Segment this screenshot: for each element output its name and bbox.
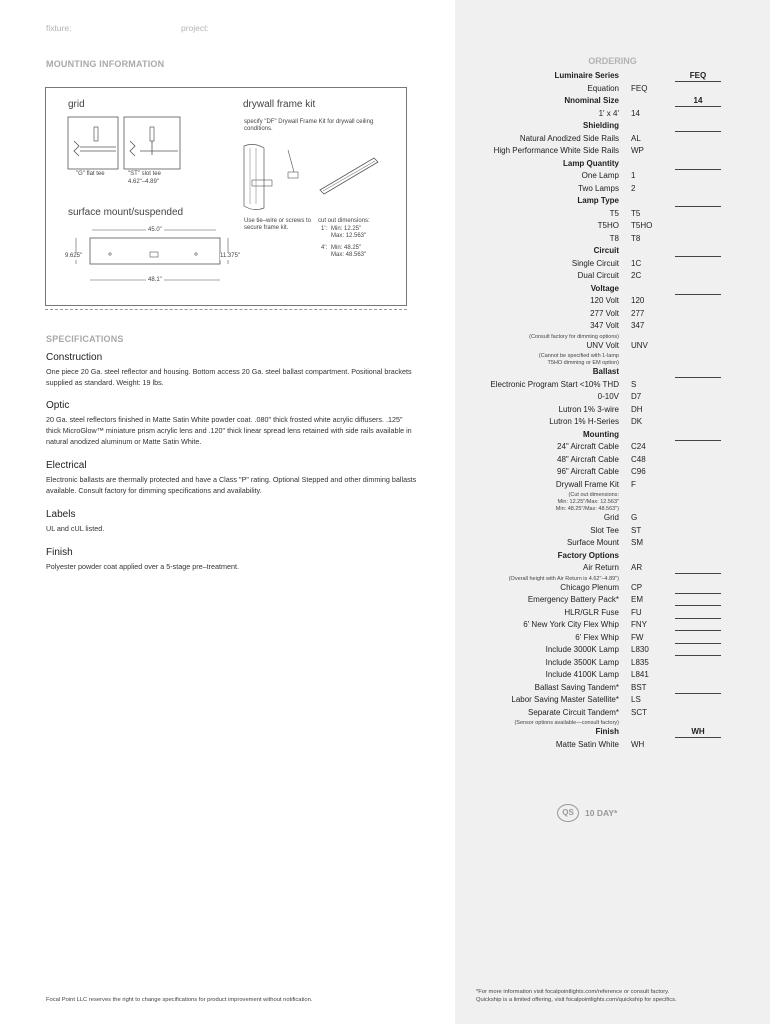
ordering-label: Labor Saving Master Satellite* (511, 695, 619, 704)
ordering-code: DH (631, 404, 643, 414)
ordering-option (455, 109, 770, 122)
ordering-entry-line (675, 655, 721, 656)
ordering-label: T5HO dimming or EM option) (547, 360, 619, 366)
ordering-code: S (631, 379, 637, 389)
ordering-label: Grid (603, 513, 619, 522)
ordering-option (455, 296, 770, 309)
ordering-label: (Cut out dimensions: (568, 492, 619, 498)
ordering-label: Electronic Program Start <10% THD (490, 379, 619, 389)
cut1-label: 1': (321, 226, 328, 232)
ordering-code: C24 (631, 442, 646, 451)
ordering-code: WP (631, 146, 644, 155)
ordering-code: SCT (631, 707, 647, 717)
ordering-code: CP (631, 582, 643, 592)
ordering-code: AL (631, 133, 641, 143)
spec-text: 20 Ga. steel reflectors finished in Matte Satin White powder coat. .080" thick frosted white acrylic diffusers. .125" thick MicroGlow™ miniature prism acrylic lens and .120" thick linear spread lens retained with side rails available in natural anodized aluminum or Matte Satin White. (46, 415, 412, 446)
ordering-option (455, 538, 770, 551)
ordering-note (455, 576, 770, 583)
st-range-label: 4.62"–4.89" (128, 179, 159, 185)
ordering-label: Mounting (583, 429, 619, 439)
ordering-code: WH (631, 739, 645, 749)
ordering-option (455, 84, 770, 97)
ordering-option (455, 645, 770, 658)
ordering-option (455, 513, 770, 526)
ordering-option (455, 309, 770, 322)
ordering-option (455, 341, 770, 354)
ordering-code: AR (631, 563, 643, 572)
ordering-entry-line (675, 256, 721, 257)
specifications-title: SPECIFICATIONS (46, 334, 124, 344)
ordering-entry-line (675, 169, 721, 170)
spec-heading: Labels (46, 509, 76, 520)
ordering-label: (Cannot be specified with 1-lamp (538, 353, 619, 359)
ordering-code: 347 (631, 321, 645, 330)
ordering-option (455, 563, 770, 576)
ordering-label: Lutron 1% H-Series (549, 417, 619, 426)
ordering-option (455, 259, 770, 272)
ordering-label: Lutron 1% 3-wire (558, 404, 619, 414)
ordering-title: ORDERING (588, 56, 637, 66)
ordering-section-header (455, 196, 770, 209)
ordering-section-header (455, 159, 770, 172)
ordering-section-header (455, 367, 770, 380)
ordering-selection: WH (691, 727, 705, 736)
ordering-label: 120 Volt (590, 296, 619, 305)
cut1-min: Min: 12.25" (331, 226, 362, 232)
ordering-label: Single Circuit (571, 258, 619, 268)
ordering-code: T8 (631, 233, 641, 243)
ordering-code: 120 (631, 296, 645, 305)
ordering-section-header (455, 284, 770, 297)
ordering-label: Drywall Frame Kit (555, 479, 619, 489)
ordering-option (455, 134, 770, 147)
ordering-label: Shielding (583, 121, 619, 130)
footer-disclaimer: Focal Point LLC reserves the right to change specifications for product improvement without notification. (46, 997, 313, 1003)
st-slot-tee-label: "ST" slot tee (128, 171, 161, 177)
ordering-label: 48" Aircraft Cable (557, 454, 619, 464)
spec-heading: Finish (46, 547, 73, 558)
ordering-entry-line (675, 630, 721, 631)
ordering-code: FW (631, 632, 644, 642)
ordering-entry-line (675, 294, 721, 295)
ordering-note (455, 492, 770, 499)
ordering-code: L830 (631, 645, 649, 654)
ordering-code: EM (631, 595, 643, 604)
spec-heading: Electrical (46, 460, 87, 471)
ordering-code: FNY (631, 620, 647, 629)
ordering-option (455, 271, 770, 284)
ordering-code: 2C (631, 271, 642, 280)
ordering-entry-line (675, 693, 721, 694)
ordering-label: Nnominal Size (564, 96, 619, 105)
ordering-option (455, 583, 770, 596)
ordering-section-header (455, 96, 770, 109)
ordering-entry-line (675, 106, 721, 107)
ordering-option (455, 171, 770, 184)
fixture-label: fixture: (46, 23, 72, 33)
ordering-label: Factory Options (557, 550, 619, 560)
ordering-section-header (455, 246, 770, 259)
ordering-label: Chicago Plenum (560, 582, 619, 592)
ordering-code: 1 (631, 171, 636, 180)
ordering-code: BST (631, 682, 647, 692)
ordering-code: UNV (631, 340, 648, 350)
ordering-selection: FEQ (689, 71, 707, 80)
ordering-label: Finish (595, 727, 619, 736)
ordering-label: 24" Aircraft Cable (557, 442, 619, 451)
dim-top: 45.0" (148, 227, 162, 233)
ordering-label: Luminaire Series (554, 71, 619, 80)
ordering-label: Surface Mount (566, 538, 619, 547)
ordering-label: Include 3000K Lamp (545, 645, 619, 654)
ordering-section-header (455, 430, 770, 443)
ordering-code: ST (631, 525, 642, 535)
ordering-label: Matte Satin White (555, 739, 619, 749)
drywall-kit-drawing (242, 142, 382, 212)
ordering-code: DK (631, 417, 643, 426)
ordering-label: Dual Circuit (577, 271, 619, 280)
ordering-code: D7 (631, 392, 642, 401)
ordering-note (455, 506, 770, 513)
ordering-label: Voltage (590, 283, 619, 293)
spec-text: Polyester powder coat applied over a 5-stage pre–treatment. (46, 562, 239, 571)
ordering-label: Ballast (592, 367, 619, 376)
ordering-label: Emergency Battery Pack* (527, 595, 619, 604)
ordering-entry-line (675, 618, 721, 619)
surface-mount-label: surface mount/suspended (68, 207, 184, 218)
ordering-label: Slot Tee (590, 525, 619, 535)
ordering-code: 14 (631, 108, 640, 118)
ordering-option (455, 442, 770, 455)
drywall-note: specify "DF" Drywall Frame Kit for drywall ceiling conditions. (244, 119, 374, 132)
ordering-option (455, 658, 770, 671)
ordering-label: Min: 12.25"/Max: 12.563" (557, 499, 619, 505)
ordering-label: High Performance White Side Rails (493, 146, 619, 155)
ordering-entry-line (675, 206, 721, 207)
ordering-option (455, 321, 770, 334)
ordering-code: FU (631, 607, 642, 617)
ordering-label: Include 4100K Lamp (545, 670, 619, 679)
ordering-note (455, 360, 770, 367)
ordering-label: T5HO (597, 221, 619, 230)
ordering-label: Lamp Type (577, 196, 619, 205)
cut4-min: Min: 48.25" (331, 245, 362, 251)
ordering-code: L841 (631, 670, 649, 679)
ordering-entry-line (675, 643, 721, 644)
ordering-section-header (455, 71, 770, 84)
ordering-label: (Sensor options available—consult factory) (514, 720, 619, 726)
drywall-label: drywall frame kit (243, 99, 316, 110)
ordering-code: L835 (631, 657, 649, 667)
ordering-code: F (631, 479, 636, 489)
ordering-entry-line (675, 593, 721, 594)
cutout-title: cut out dimensions: (318, 218, 370, 224)
ordering-option (455, 480, 770, 493)
footer-note-2: Quickship is a limited offering, visit focalpointlights.com/quickship for specifics. (476, 997, 677, 1003)
ordering-option (455, 526, 770, 539)
ordering-code: SM (631, 538, 643, 547)
dim-bottom: 48.1" (148, 277, 162, 283)
footer-note-1: *For more information visit focalpointlights.com/reference or consult factory. (476, 989, 670, 995)
ordering-entry-line (675, 81, 721, 82)
ordering-section-header (455, 551, 770, 564)
ordering-label: 347 Volt (590, 321, 619, 330)
ordering-option (455, 595, 770, 608)
ordering-label: Natural Anodized Side Rails (519, 133, 619, 143)
ordering-option (455, 708, 770, 721)
ordering-code: C48 (631, 454, 646, 464)
ordering-entry-line (675, 440, 721, 441)
ordering-option (455, 184, 770, 197)
dim-left: 9.625" (65, 253, 83, 259)
cut1-max: Max: 12.563" (331, 233, 367, 239)
ordering-code: 1C (631, 258, 642, 268)
quickship-badge: QS (557, 804, 579, 822)
ordering-label: Ballast Saving Tandem* (534, 682, 619, 692)
ordering-label: 1' x 4' (598, 108, 619, 118)
ordering-option (455, 467, 770, 480)
ordering-option (455, 392, 770, 405)
ordering-option (455, 209, 770, 222)
ordering-label: 96" Aircraft Cable (557, 467, 619, 476)
ordering-entry-line (675, 737, 721, 738)
ordering-option (455, 380, 770, 393)
project-label: project: (181, 23, 209, 33)
ordering-note (455, 334, 770, 341)
ordering-option (455, 608, 770, 621)
dim-right: 11.375" (220, 253, 241, 259)
ordering-label: 277 Volt (590, 308, 619, 318)
ordering-section-header (455, 121, 770, 134)
ordering-label: 0-10V (597, 392, 619, 401)
ordering-label: HLR/GLR Fuse (564, 607, 619, 617)
spec-text: One piece 20 Ga. steel reflector and housing. Bottom access 20 Ga. steel ballast compartment. Positional brackets supplied as standard. Weight: 19 lbs. (46, 367, 412, 387)
g-flat-tee-label: "G" flat tee (76, 171, 105, 177)
spec-heading: Construction (46, 352, 103, 363)
ordering-note (455, 353, 770, 360)
ordering-label: UNV Volt (586, 340, 619, 350)
ordering-option (455, 633, 770, 646)
ordering-label: Air Return (582, 563, 619, 572)
ordering-option (455, 417, 770, 430)
ordering-label: (Consult factory for dimming options) (529, 333, 619, 340)
cut4-label: 4': (321, 245, 328, 251)
ordering-option (455, 234, 770, 247)
ordering-label: 6' New York City Flex Whip (523, 620, 619, 629)
ordering-label: Circuit (593, 246, 619, 255)
ordering-option (455, 620, 770, 633)
ordering-option (455, 740, 770, 753)
ordering-entry-line (675, 605, 721, 606)
ordering-label: Min: 48.25"/Max: 48.563") (555, 506, 619, 512)
ordering-entry-line (675, 573, 721, 574)
ordering-label: Separate Circuit Tandem* (527, 707, 619, 717)
ordering-option (455, 455, 770, 468)
ordering-entry-line (675, 131, 721, 132)
ordering-code: G (631, 513, 638, 522)
ordering-option (455, 695, 770, 708)
quickship-label: 10 DAY* (585, 808, 618, 818)
ordering-code: T5HO (631, 221, 653, 230)
ordering-label: T8 (609, 233, 619, 243)
ordering-label: T5 (609, 208, 619, 218)
ordering-option (455, 146, 770, 159)
ordering-label: Include 3500K Lamp (545, 657, 619, 667)
ordering-option (455, 670, 770, 683)
ordering-option (455, 683, 770, 696)
ordering-entry-line (675, 377, 721, 378)
ordering-code: 277 (631, 308, 645, 318)
ordering-section-header (455, 727, 770, 740)
grid-label: grid (68, 99, 85, 110)
spec-text: Electronic ballasts are thermally protected and have a Class "P" rating. Optional Stepped and other dimming ballasts available. Consult factory for dimming specifications and availability. (46, 475, 417, 495)
ordering-note (455, 499, 770, 506)
spec-heading: Optic (46, 400, 70, 411)
ordering-code: C96 (631, 467, 646, 476)
grid-tee-drawings (66, 115, 186, 171)
mounting-title: MOUNTING INFORMATION (46, 59, 165, 69)
ordering-note (455, 720, 770, 727)
divider (45, 309, 407, 310)
ordering-label: One Lamp (581, 171, 619, 180)
spec-text: UL and cUL listed. (46, 524, 105, 533)
ordering-code: 2 (631, 183, 636, 193)
ordering-label: Equation (587, 83, 619, 93)
ordering-code: T5 (631, 208, 641, 218)
cut4-max: Max: 48.563" (331, 252, 367, 258)
ordering-label: Lamp Quantity (562, 158, 619, 168)
ordering-code: FEQ (631, 83, 648, 93)
ordering-label: (Overall height with Air Return is 4.62"–4.89") (508, 575, 619, 582)
tie-note: Use tie–wire or screws to secure frame kit. (244, 218, 312, 231)
ordering-label: Two Lamps (578, 183, 619, 193)
ordering-option (455, 221, 770, 234)
ordering-label: 6' Flex Whip (575, 632, 619, 642)
ordering-option (455, 405, 770, 418)
ordering-selection: 14 (693, 96, 703, 105)
ordering-code: LS (631, 695, 641, 704)
